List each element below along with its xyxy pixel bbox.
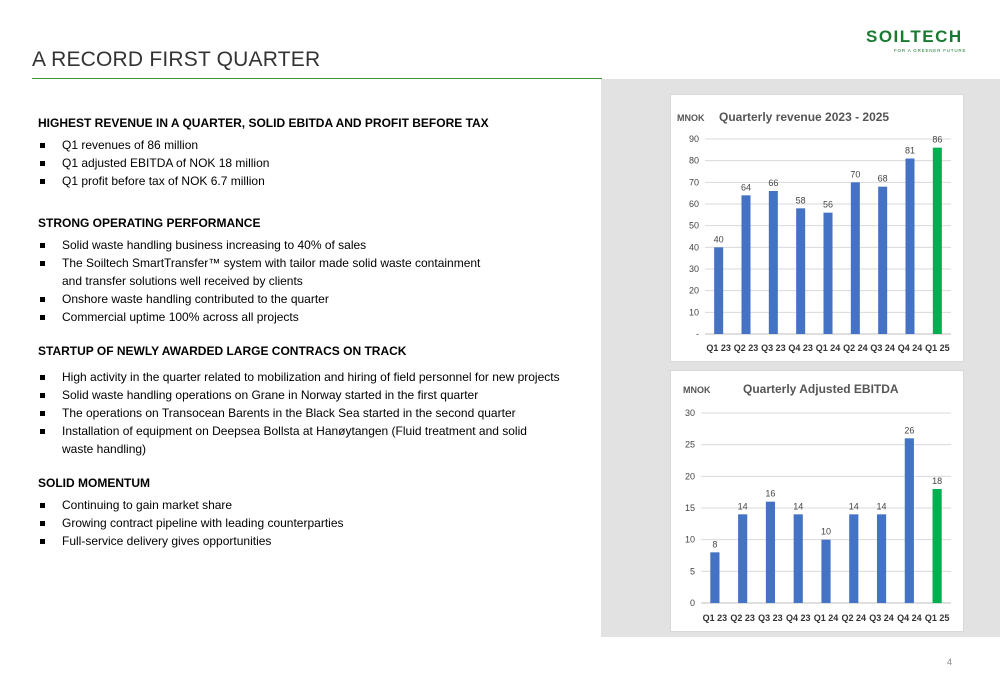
- y-tick-label: 20: [688, 285, 699, 296]
- y-tick-label: 40: [688, 242, 699, 253]
- logo-name: SOILTECH: [866, 27, 963, 46]
- bullet-item: Q1 profit before tax of NOK 6.7 million: [38, 172, 598, 190]
- category-label: Q1 25: [925, 343, 950, 353]
- y-tick-label: 25: [684, 439, 695, 450]
- y-tick-label: 5: [689, 566, 695, 577]
- data-label: 18: [932, 476, 943, 486]
- category-label: Q2 23: [730, 613, 755, 623]
- category-label: Q3 23: [761, 343, 786, 353]
- soiltech-logo: [866, 27, 966, 57]
- bar: [933, 148, 942, 334]
- data-label: 16: [765, 488, 776, 499]
- y-tick-label: 20: [684, 471, 695, 482]
- data-label: 26: [904, 425, 915, 436]
- data-label: 81: [904, 145, 916, 156]
- y-axis-unit: MNOK: [683, 385, 711, 395]
- bar: [710, 552, 719, 603]
- bullet-item: The operations on Transocean Barents in the Black Sea started in the second quarter: [38, 404, 598, 422]
- ebitda-chart-card: [670, 370, 964, 632]
- y-tick-label: 80: [688, 155, 699, 166]
- data-label: 8: [712, 539, 718, 550]
- section-heading: STARTUP OF NEWLY AWARDED LARGE CONTRACS ON TRACK: [38, 344, 407, 358]
- revenue-chart: [671, 95, 963, 361]
- section-heading: SOLID MOMENTUM: [38, 476, 150, 490]
- bar: [821, 540, 830, 603]
- category-label: Q4 23: [788, 343, 813, 353]
- section-operations: [38, 216, 598, 326]
- category-label: Q3 23: [758, 613, 783, 623]
- y-tick-label: 70: [688, 177, 699, 188]
- bar: [905, 159, 914, 335]
- y-tick-label: 90: [688, 134, 699, 144]
- data-label: 56: [822, 199, 834, 210]
- bullet-item: Installation of equipment on Deepsea Bollsta at Hanøytangen (Fluid treatment and solid waste handling): [38, 422, 552, 458]
- logo-tagline: FOR A GREENER FUTURE: [894, 48, 967, 53]
- ebitda-chart: [671, 371, 963, 631]
- bar: [714, 247, 723, 334]
- chart-title: Quarterly revenue 2023 - 2025: [719, 110, 890, 124]
- section-revenue: [38, 116, 598, 190]
- y-tick-label: 10: [688, 307, 699, 318]
- bullet-item: Growing contract pipeline with leading counterparties: [38, 514, 598, 532]
- data-label: 14: [793, 501, 804, 512]
- bar: [741, 195, 750, 334]
- category-label: Q4 23: [785, 613, 811, 623]
- bullet-item: Q1 revenues of 86 million: [38, 136, 598, 154]
- y-tick-label: -: [696, 329, 699, 339]
- bar: [933, 489, 942, 603]
- data-label: 14: [737, 501, 748, 512]
- data-label: 58: [795, 195, 806, 206]
- category-label: Q2 23: [733, 343, 759, 353]
- y-tick-label: 30: [684, 408, 695, 418]
- category-label: Q1 23: [706, 343, 731, 353]
- y-tick-label: 10: [684, 534, 695, 545]
- category-label: Q2 24: [843, 343, 868, 353]
- y-tick-label: 60: [688, 199, 699, 209]
- category-label: Q4 24: [897, 343, 923, 353]
- bullet-item: Continuing to gain market share: [38, 496, 598, 514]
- bullet-item: High activity in the quarter related to mobilization and hiring of field personnel for new projects: [38, 368, 598, 386]
- data-label: 70: [850, 169, 861, 180]
- bar: [823, 213, 832, 334]
- data-label: 40: [713, 234, 724, 245]
- data-label: 14: [848, 501, 859, 512]
- section-heading: STRONG OPERATING PERFORMANCE: [38, 216, 261, 230]
- bullet-item: Solid waste handling operations on Grane in Norway started in the first quarter: [38, 386, 598, 404]
- bullet-item: Full-service delivery gives opportunities: [38, 532, 598, 550]
- data-label: 66: [768, 178, 779, 188]
- data-label: 14: [876, 501, 887, 512]
- bullet-item: Q1 adjusted EBITDA of NOK 18 million: [38, 154, 598, 172]
- category-label: Q1 23: [702, 613, 728, 623]
- category-label: Q3 24: [869, 613, 894, 623]
- chart-title: Quarterly Adjusted EBITDA: [743, 382, 899, 396]
- category-label: Q2 24: [841, 613, 867, 623]
- bar: [796, 208, 805, 334]
- y-tick-label: 0: [689, 598, 695, 608]
- bullet-item: Onshore waste handling contributed to the quarter: [38, 290, 598, 308]
- bar: [851, 182, 860, 334]
- bar: [794, 514, 803, 603]
- bar: [877, 514, 886, 603]
- section-momentum: [38, 476, 598, 550]
- bar: [766, 502, 775, 603]
- title-divider: [32, 78, 602, 79]
- highlights-content: [38, 116, 598, 568]
- category-label: Q1 24: [813, 613, 839, 623]
- data-label: 68: [877, 173, 888, 184]
- bullet-item: Solid waste handling business increasing to 40% of sales: [38, 236, 598, 254]
- bullet-item: Commercial uptime 100% across all projects: [38, 308, 598, 326]
- bar: [905, 438, 914, 603]
- bar: [769, 191, 778, 334]
- page-title: A RECORD FIRST QUARTER: [32, 48, 321, 71]
- revenue-chart-card: [670, 94, 964, 362]
- y-tick-label: 15: [684, 503, 695, 513]
- section-heading: HIGHEST REVENUE IN A QUARTER, SOLID EBITDA AND PROFIT BEFORE TAX: [38, 116, 489, 130]
- bullet-item: The Soiltech SmartTransfer™ system with tailor made solid waste containment and transfer solutions well received by clients: [38, 254, 492, 290]
- category-label: Q1 24: [815, 343, 841, 353]
- category-label: Q4 24: [897, 613, 922, 623]
- category-label: Q3 24: [870, 343, 895, 353]
- data-label: 86: [932, 134, 943, 145]
- category-label: Q1 25: [924, 613, 950, 623]
- data-label: 64: [740, 182, 752, 193]
- y-tick-label: 50: [688, 220, 699, 231]
- page-number: 4: [946, 657, 952, 667]
- bar: [878, 187, 887, 334]
- section-startup: [38, 344, 598, 458]
- bar: [849, 514, 858, 603]
- y-tick-label: 30: [688, 264, 699, 274]
- data-label: 10: [820, 526, 832, 537]
- y-axis-unit: MNOK: [677, 113, 705, 123]
- bar: [738, 514, 747, 603]
